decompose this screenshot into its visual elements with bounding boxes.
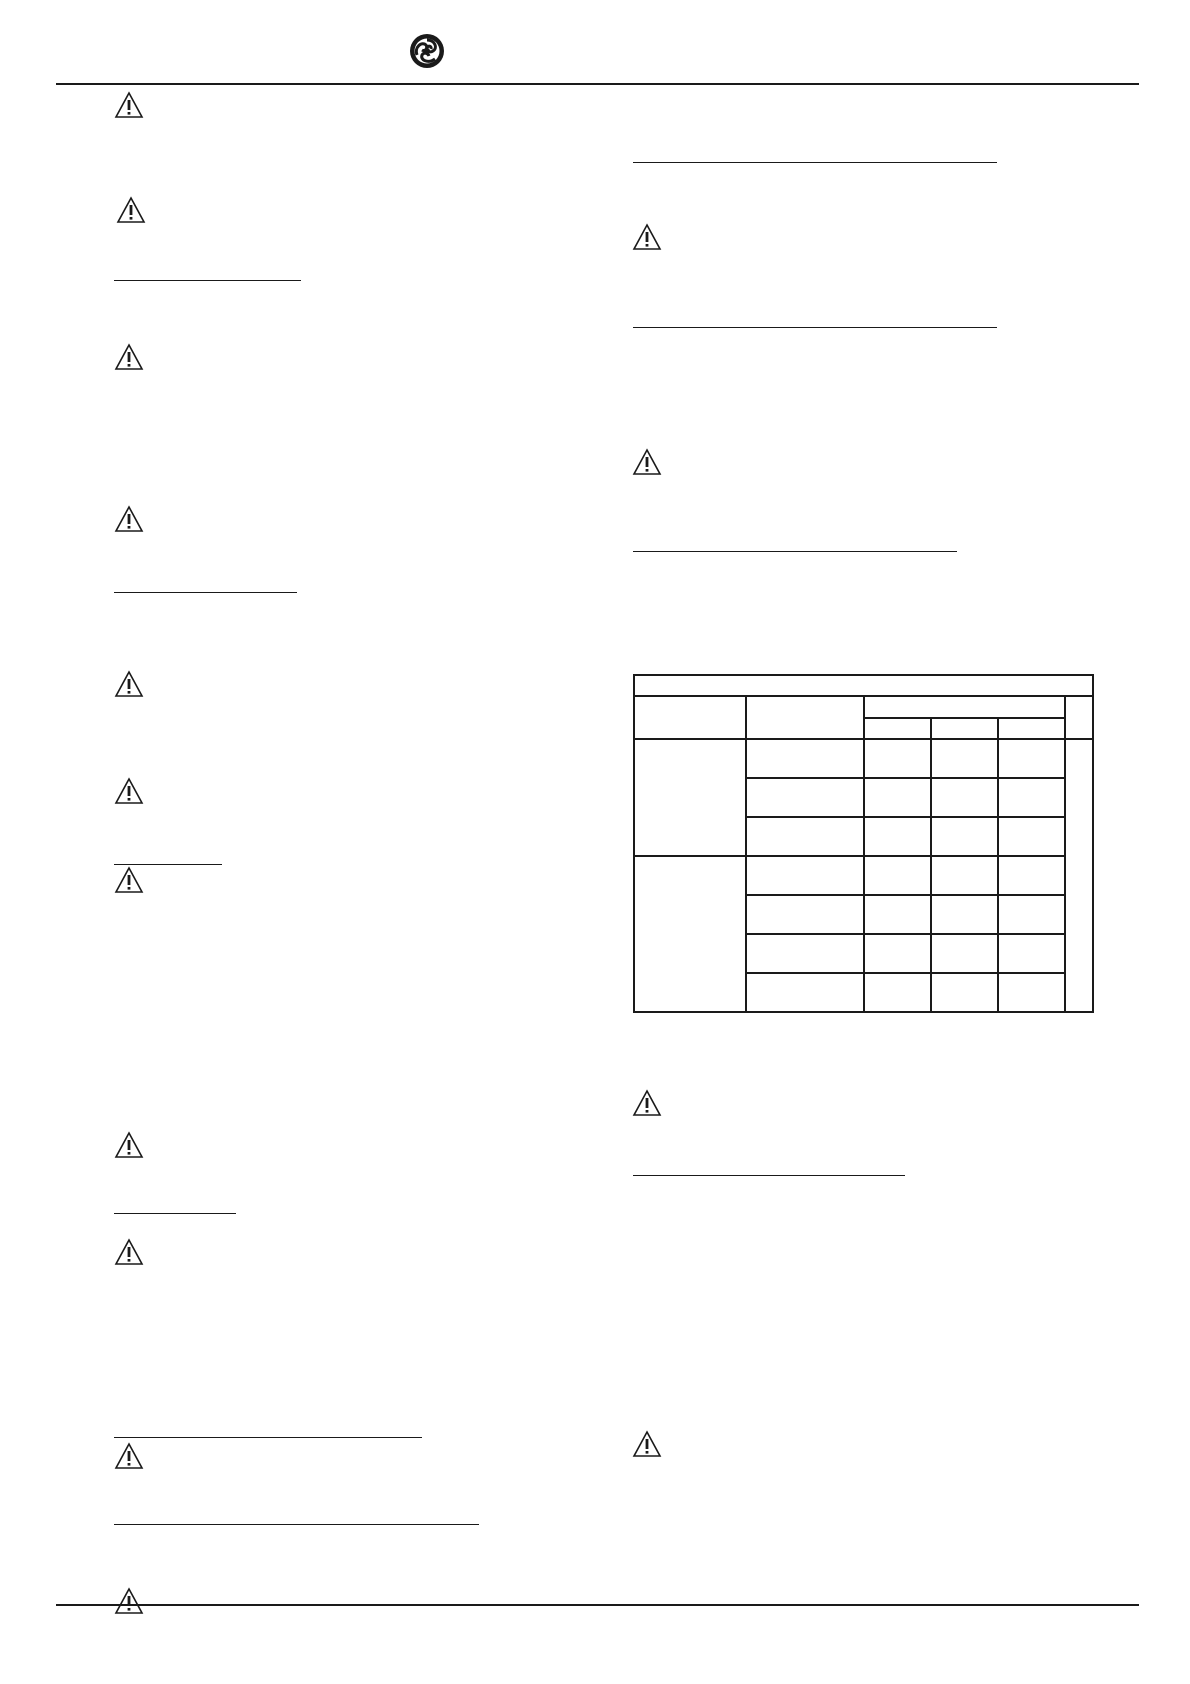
- warning-triangle-icon: [116, 196, 146, 224]
- table-cell: [998, 973, 1065, 1012]
- section-heading-underline: [114, 1524, 479, 1525]
- header-rule: [56, 83, 1139, 85]
- table-cell: [746, 817, 864, 856]
- section-heading-underline: [114, 1213, 236, 1214]
- brand-logo: [409, 33, 445, 69]
- section-heading-underline: [114, 1437, 422, 1438]
- warning-triangle-icon: [114, 505, 144, 533]
- table-cell: [864, 817, 931, 856]
- warning-triangle-icon: [632, 223, 662, 251]
- table-row: [634, 739, 1093, 778]
- table-cell: [746, 895, 864, 934]
- warning-triangle-icon: [114, 1131, 144, 1159]
- table-subheader-cell: [931, 718, 998, 739]
- table-side-cell: [1065, 739, 1093, 1012]
- table-cell: [864, 778, 931, 817]
- table-cell: [998, 817, 1065, 856]
- table-subheader-cell: [864, 718, 931, 739]
- table-cell: [864, 739, 931, 778]
- warning-triangle-icon: [114, 1587, 144, 1615]
- table-header-row: [634, 696, 1093, 718]
- warning-triangle-icon: [114, 1238, 144, 1266]
- section-heading-underline: [633, 327, 997, 328]
- warning-triangle-icon: [114, 670, 144, 698]
- table-row: [634, 856, 1093, 895]
- warning-triangle-icon: [114, 343, 144, 371]
- table-cell: [931, 973, 998, 1012]
- spec-table: [633, 674, 1094, 1013]
- table-title-cell: [634, 675, 1093, 696]
- table-header-cell: [1065, 696, 1093, 739]
- table-cell: [931, 817, 998, 856]
- warning-triangle-icon: [114, 91, 144, 119]
- section-heading-underline: [633, 551, 957, 552]
- table-cell: [931, 739, 998, 778]
- table-header-group-cell: [864, 696, 1065, 718]
- table-cell: [998, 739, 1065, 778]
- table-header-cell: [634, 696, 746, 739]
- table-header-cell: [746, 696, 864, 739]
- table-group-cell: [634, 856, 746, 1012]
- table-cell: [931, 934, 998, 973]
- table-cell: [931, 778, 998, 817]
- table-cell: [998, 895, 1065, 934]
- swirl-logo-icon: [409, 33, 445, 69]
- table-cell: [746, 856, 864, 895]
- table-group-cell: [634, 739, 746, 856]
- warning-triangle-icon: [632, 1430, 662, 1458]
- table-cell: [998, 856, 1065, 895]
- table-cell: [864, 973, 931, 1012]
- warning-triangle-icon: [114, 777, 144, 805]
- table-cell: [864, 856, 931, 895]
- table-title-row: [634, 675, 1093, 696]
- table-cell: [864, 895, 931, 934]
- warning-triangle-icon: [632, 448, 662, 476]
- table-cell: [931, 895, 998, 934]
- table-cell: [746, 739, 864, 778]
- section-heading-underline: [114, 864, 222, 865]
- warning-triangle-icon: [114, 1442, 144, 1470]
- table-cell: [998, 778, 1065, 817]
- table-cell: [746, 934, 864, 973]
- table-cell: [864, 934, 931, 973]
- table-cell: [931, 856, 998, 895]
- table-cell: [746, 973, 864, 1012]
- section-heading-underline: [633, 1175, 905, 1176]
- table-cell: [746, 778, 864, 817]
- table-cell: [998, 934, 1065, 973]
- warning-triangle-icon: [114, 866, 144, 894]
- table-subheader-cell: [998, 718, 1065, 739]
- footer-rule: [56, 1604, 1139, 1606]
- section-heading-underline: [633, 162, 997, 163]
- warning-triangle-icon: [632, 1089, 662, 1117]
- section-heading-underline: [114, 280, 301, 281]
- section-heading-underline: [114, 592, 297, 593]
